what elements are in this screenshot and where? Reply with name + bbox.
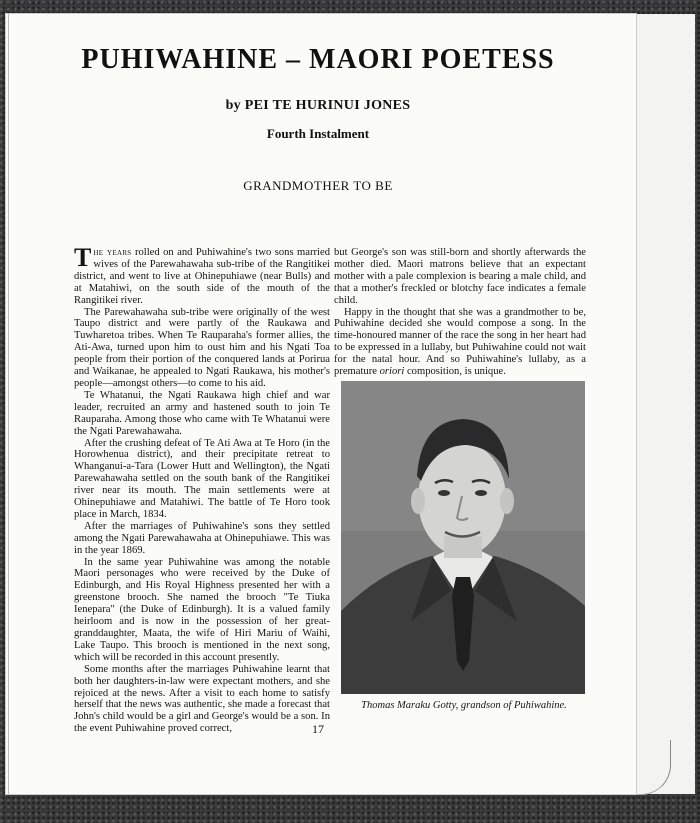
section-heading: GRANDMOTHER TO BE: [243, 178, 393, 193]
right-column: [334, 247, 586, 378]
drop-cap: T: [74, 243, 92, 272]
paragraph-text: rolled on and Puhiwahine's two sons married wives of the Parewahawaha sub-tribe of the Rangitikei district, and went to live at Ohinepuhiawe (near Bulls) and at Matahiwi, on the south side of the mouth of the Rangitikei river.: [74, 247, 330, 306]
instalment-label: Fourth Instalment: [266, 126, 370, 141]
article-byline: by PEI TE HURINUI JONES: [225, 98, 411, 113]
paragraph: After the crushing defeat of Te Ati Awa at Te Horo (in the Horowhenua district), and their precipitate retreat to Whanganui-a-Tara (Lower Hutt and Wellington), the Ngati Parewahawaha settled on the south bank of the Rangitikei river near its mouth. The main settlements were at Ohinepuhiawe and Matahiwi. The battle of Te Horo took place in March, 1834.: [74, 437, 330, 520]
italic-term: oriori: [379, 366, 405, 378]
paragraph: but George's son was still-born and shortly afterwards the mother died. Maori matrons believe that an expectant mother with a pale complexion is bearing a male child, and that a mother's freckled or blotchy face indicates a female child.: [334, 247, 586, 306]
page-number: 17: [312, 722, 324, 736]
photo-caption: Thomas Maraku Gotty, grandson of Puhiwahine.: [361, 700, 567, 711]
paragraph: Te Whatanui, the Ngati Raukawa high chief and war leader, recruited an army and hastened south to join Te Rauparaha. Among those who came with Te Whatanui were the Ngati Parewahawaha.: [74, 389, 330, 437]
paragraph: Some months after the marriages Puhiwahine learnt that both her daughters-in-law were expectant mothers, and she rejoiced at the news. After a visit to each home to satisfy herself that the news was authentic, she made a forecast that John's child would be a girl and George's would be a son. In the event Puhiwahine proved correct,: [74, 663, 330, 735]
paragraph-text: composition, is unique.: [404, 366, 506, 378]
paragraph-text: Happy in the thought that she was a grandmother to be, Puhiwahine decided she would compose a song. In the time-honoured manner of the race the song in her heart had to be expressed in a lullaby, but Puhiwahine could not wait for the natal hour. And so Puhiwahine's lullaby, as a premature: [334, 306, 586, 378]
paragraph: [334, 307, 586, 378]
paragraph: The Parewahawaha sub-tribe were originally of the west Taupo district and were partly of the Raukawa and Tuwharetoa tribes. When Te Rauparaha's former allies, the Ati-Awa, turned upon him to oust him and his Ngati Toa people from their portion of the conquered lands at Porirua and Waikanae, he appealed to Ngati Raukawa, his mother's people—amongst others—to come to his aid.: [74, 306, 330, 389]
portrait-photo: [341, 381, 585, 694]
facing-page-edge: [636, 14, 695, 794]
lead-smallcaps: he years: [93, 247, 132, 258]
paragraph: [74, 243, 330, 307]
paragraph: After the marriages of Puhiwahine's sons they settled among the Ngati Parewahawaha at Ohinepuhiawe. This was in the year 1869.: [74, 520, 330, 556]
left-column: [74, 243, 330, 735]
paragraph: In the same year Puhiwahine was among the notable Maori personages who were received by the Duke of Edinburgh, and His Royal Highness presented her with a greenstone brooch. She named the brooch "Te Tiuka Ienepara" (the Duke of Edinburgh). It is a valued family heirloom and is now in the possession of her great-granddaughter, Maata, the wife of Hiri Mariu of Waihi, Lake Taupo. This brooch is mentioned in the next song, which will be recorded in this account presently.: [74, 556, 330, 663]
article-title: PUHIWAHINE – MAORI POETESS: [81, 44, 555, 75]
portrait-illustration: [341, 381, 585, 694]
